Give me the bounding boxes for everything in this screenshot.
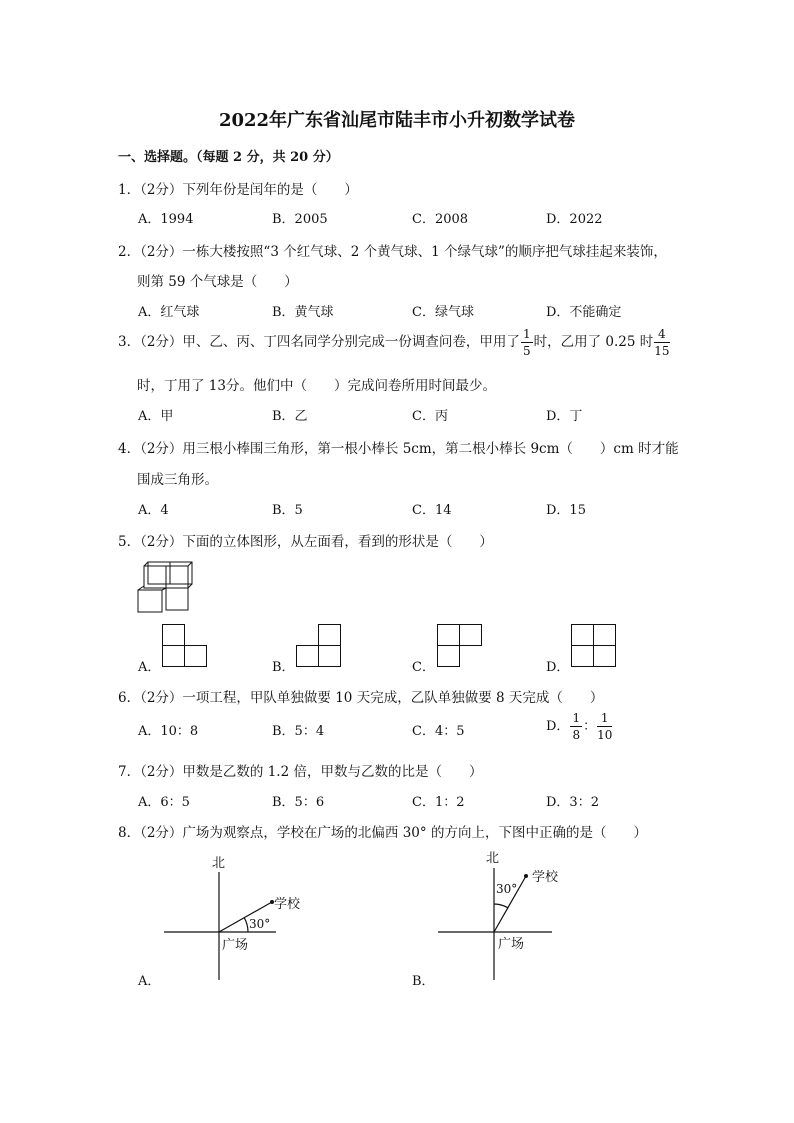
q6-option-c[interactable]: C．4：5 [412,724,465,739]
q3-option-a[interactable]: A．甲 [138,409,174,424]
q3-fraction-2: $\frac{4}{15}$ [654,327,670,358]
q1-option-d[interactable]: D．2022 [546,212,603,227]
q5-option-c-shape [437,624,483,668]
q6-d-colon: ： [583,719,597,734]
q7-option-d[interactable]: D．3：2 [546,795,599,810]
question-1-stem: 1．（2分）下列年份是闰年的是（ ） [118,182,358,198]
q3-fraction-1: $\frac{1}{5}$ [522,327,531,358]
q1-option-c[interactable]: C．2008 [412,212,469,227]
q6-option-b[interactable]: B．5：4 [272,724,325,739]
q8b-angle-label: 30° [496,882,518,896]
q8-option-b[interactable]: B． [412,974,435,989]
q6-option-d-label: D． [546,719,570,734]
page-title: 2022年广东省汕尾市陆丰市小升初数学试卷 [218,110,576,131]
q8a-school-label: 学校 [274,897,301,912]
q6-option-d[interactable] [546,712,613,741]
q4-option-c[interactable]: C．14 [412,503,452,518]
q2-option-c[interactable]: C．绿气球 [412,305,474,320]
question-4-stem-line1: 4．（2分）用三根小棒围三角形，第一根小棒长 5cm，第二根小棒长 9cm（ ）cm 时才能 [118,441,679,457]
q8b-north-label: 北 [486,851,500,866]
question-7-stem: 7．（2分）甲数是乙数的 1.2 倍，甲数与乙数的比是（ ） [118,764,483,780]
question-2-stem-line2: 则第 59 个气球是（ ） [137,274,298,290]
q8b-school-label: 学校 [532,870,559,885]
q2-option-a[interactable]: A．红气球 [138,305,200,320]
q6-option-a[interactable]: A．10：8 [138,724,199,739]
q5-option-b[interactable]: B． [272,660,295,675]
q8a-angle-label: 30° [249,917,271,931]
q7-option-c[interactable]: C．1：2 [412,795,465,810]
question-5-stem: 5．（2分）下面的立体图形，从左面看，看到的形状是（ ） [118,534,493,550]
q3-option-d[interactable]: D．丁 [546,409,583,424]
q4-option-d[interactable]: D．15 [546,503,586,518]
q5-option-b-shape [296,624,342,668]
q8-option-a-diagram [160,850,310,980]
q1-option-a[interactable]: A．1994 [138,212,194,227]
q8a-north-label: 北 [212,856,226,871]
q2-option-b[interactable]: B．黄气球 [272,305,334,320]
q6-d-fraction-1: $\frac{1}{8}$ [572,711,581,742]
q5-option-c[interactable]: C． [412,660,435,675]
q7-option-b[interactable]: B．5：6 [272,795,325,810]
question-6-stem: 6．（2分）一项工程，甲队单独做要 10 天完成，乙队单独做要 8 天完成（ ） [118,690,604,706]
q5-solid-figure [136,556,196,614]
q3-stem-part-b: 时，乙用了 0.25 时 [533,334,654,350]
question-2-stem-line1: 2．（2分）一栋大楼按照“3 个红气球、2 个黄气球、1 个绿气球”的顺序把气球挂起来装饰， [118,244,667,260]
q5-option-d[interactable]: D． [546,660,570,675]
q4-option-a[interactable]: A．4 [138,503,169,518]
question-3-stem-line2: 时，丁用了 13分。他们中（ ）完成问卷所用时间最少。 [137,378,496,394]
q5-option-d-shape [571,624,617,668]
question-4-stem-line2: 围成三角形。 [137,472,218,488]
q4-option-b[interactable]: B．5 [272,503,303,518]
question-8-stem: 8．（2分）广场为观察点，学校在广场的北偏西 30° 的方向上，下图中正确的是（ ） [118,825,647,841]
q8-option-b-diagram [436,846,596,980]
q3-option-b[interactable]: B．乙 [272,409,308,424]
q1-option-b[interactable]: B．2005 [272,212,328,227]
q8b-plaza-label: 广场 [498,937,525,952]
q3-stem-part-a: 3．（2分）甲、乙、丙、丁四名同学分别完成一份调查问卷，甲用了 [118,334,520,350]
q6-d-fraction-2: $\frac{1}{10}$ [597,711,613,742]
q5-option-a[interactable]: A． [138,660,161,675]
question-3-stem-line1 [118,328,671,357]
q8a-plaza-label: 广场 [222,938,249,953]
section-heading: 一、选择题。（每题 2 分，共 20 分） [118,150,339,165]
q7-option-a[interactable]: A．6：5 [138,795,190,810]
q5-option-a-shape [162,624,208,668]
q8-option-a[interactable]: A． [138,974,161,989]
q3-option-c[interactable]: C．丙 [412,409,448,424]
q2-option-d[interactable]: D．不能确定 [546,305,622,320]
